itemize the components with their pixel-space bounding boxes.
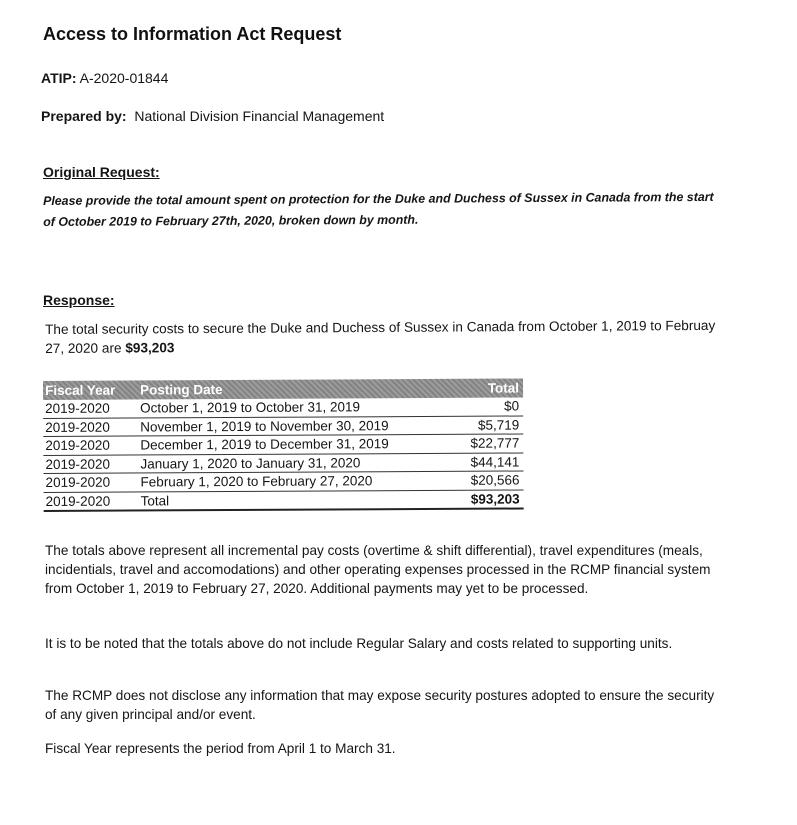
prepared-by-label: Prepared by: <box>41 108 127 124</box>
cell-fiscal-year: 2019-2020 <box>45 437 110 454</box>
table-row <box>43 434 523 455</box>
cell-posting-date: January 1, 2020 to January 31, 2020 <box>140 455 361 472</box>
column-header-total: Total <box>487 380 520 396</box>
table-total-row <box>44 490 524 512</box>
atip-label: ATIP: <box>41 70 77 86</box>
cell-posting-date: February 1, 2020 to February 27, 2020 <box>140 473 373 490</box>
note-paragraph-exclusions: It is to be noted that the totals above do not include Regular Salary and costs related to supporting units. <box>45 636 673 651</box>
atip-line <box>41 70 168 86</box>
cell-total: $20,566 <box>470 472 520 489</box>
column-header-posting-date: Posting Date <box>140 382 223 398</box>
cell-total: $5,719 <box>477 417 520 433</box>
response-sentence: The total security costs to secure the Duke and Duchess of Sussex in Canada from October 1, 2019 to Februay 27, 2020 are <box>45 317 716 356</box>
table-row <box>43 397 523 418</box>
note-paragraph-fiscal-year: Fiscal Year represents the period from April 1 to March 31. <box>45 741 396 756</box>
cell-posting-date: Total <box>140 493 170 509</box>
cell-fiscal-year: 2019-2020 <box>45 474 111 491</box>
document-title: Access to Information Act Request <box>43 24 342 44</box>
note-paragraph-disclosure: The RCMP does not disclose any information that may expose security postures adopted to ensure the security of any given principal and/or event. <box>45 688 715 722</box>
cell-fiscal-year: 2019-2020 <box>45 456 111 472</box>
cost-table <box>43 378 524 512</box>
atip-value: A-2020-01844 <box>79 70 169 86</box>
cell-total: $93,203 <box>470 491 520 507</box>
cell-fiscal-year: 2019-2020 <box>45 493 111 509</box>
cell-fiscal-year: 2019-2020 <box>45 400 110 417</box>
prepared-by-line <box>41 108 384 124</box>
original-request-heading: Original Request: <box>43 164 160 180</box>
table-row <box>43 416 523 437</box>
response-heading: Response: <box>43 292 115 308</box>
original-request-text: Please provide the total amount spent on protection for the Duke and Duchess of Sussex in Canada from the start of October 2019 to February 27th, 2020, broken down by month. <box>43 189 714 229</box>
column-header-fiscal-year: Fiscal Year <box>45 382 116 398</box>
cell-posting-date: October 1, 2019 to October 31, 2019 <box>140 399 361 416</box>
cell-posting-date: November 1, 2019 to November 30, 2019 <box>140 417 389 435</box>
response-text <box>45 316 725 358</box>
table-row <box>43 453 523 474</box>
table-header <box>43 378 523 400</box>
prepared-by-value: National Division Financial Management <box>134 108 385 124</box>
cell-total: $44,141 <box>470 454 520 470</box>
note-paragraph-costs: The totals above represent all incremental pay costs (overtime & shift differential), travel expenditures (meals, incidentials, travel and accomodations) and other operating expenses processed in the RCMP financial system from October 1, 2019 to February 27, 2020. Additional payments may yet to be processed. <box>45 543 711 596</box>
table-row <box>43 471 523 492</box>
cell-total: $22,777 <box>470 435 520 452</box>
cell-posting-date: December 1, 2019 to December 31, 2019 <box>140 436 389 453</box>
cell-total: $0 <box>504 398 520 414</box>
cell-fiscal-year: 2019-2020 <box>45 419 110 435</box>
response-total-amount: $93,203 <box>125 340 175 356</box>
